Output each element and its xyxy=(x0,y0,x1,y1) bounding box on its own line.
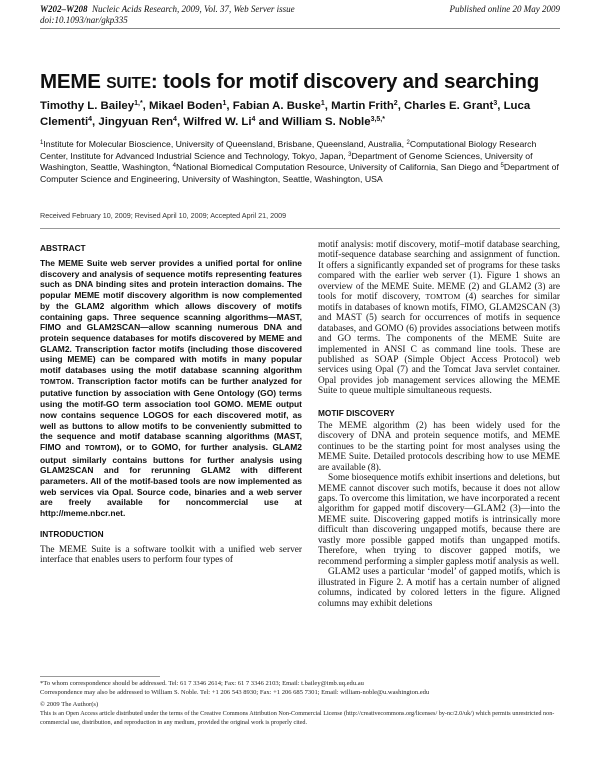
author xyxy=(149,100,226,112)
affiliation-text: Department of Computer Science and Engineering, University of Washington, Seattle, Washington, USA xyxy=(40,162,559,185)
author-affiliation-marker: 4 xyxy=(88,116,93,123)
introduction-heading: INTRODUCTION xyxy=(40,528,104,539)
intro-continued: motif analysis: motif discovery, motif–motif database searching, motif-sequence database searching and assignment of function. It offers a significantly expanded set of programs for these tasks compared with the earlier web server (1). Figure 1 shows an overview of the MEME Suite. MEME (2) and GLAM2 (3) are tools for motif discovery, TOMTOM (4) searches for similar motifs in databases of known motifs, FIMO, GLAM2SCAN (3) and MAST (5) search for occurrences of motifs in sequence databases, and GOMO (6) provides associations between motifs and GO terms. The components of the MEME Suite are implemented in ANSI C as command line tools. These are published as SOAP (Simple Object Access Protocol) web services using Opal (7) and the Tomcat Java servlet container. Opal provides job management services allowing the MEME Suite to queue multiple simultaneous requests. xyxy=(318,240,560,397)
author xyxy=(331,100,398,112)
author-name: Charles E. Grant xyxy=(404,100,494,112)
right-column xyxy=(318,238,560,609)
author-name: Fabian A. Buske xyxy=(232,100,321,112)
affiliation-text: Institute for Molecular Bioscience, University of Queensland, Brisbane, Queensland, Australia, xyxy=(43,139,407,149)
running-header xyxy=(40,4,295,26)
motif-discovery-heading: MOTIF DISCOVERY xyxy=(318,407,395,418)
author-affiliation-marker: 1,* xyxy=(134,100,143,107)
paper-title: MEME SUITE: tools for motif discovery and searching xyxy=(40,70,540,93)
copyright: © 2009 The Author(s) xyxy=(40,701,99,708)
author xyxy=(233,100,325,112)
author xyxy=(282,116,385,128)
license-note: This is an Open Access article distributed under the terms of the Creative Commons Attribution Non-Commercial License (http://creativecommons.org/licenses/ by-nc/2.0/uk/) which permits unrestricted non-commercial use, distribution, and reproduction in any medium, provided the original work is properly cited. xyxy=(40,710,555,726)
published-date: Published online 20 May 2009 xyxy=(449,4,560,14)
author-affiliation-marker: 1 xyxy=(320,100,325,107)
page-range: W202–W208 xyxy=(40,4,88,14)
author xyxy=(404,100,497,112)
author-name: Jingyuan Ren xyxy=(98,116,174,128)
introduction-text: The MEME Suite is a software toolkit with a unified web server interface that enables users to perform four types of xyxy=(40,544,302,566)
motif-paragraph-1: The MEME algorithm (2) has been widely used for the discovery of DNA and protein sequence motifs, and MEME continues to be the starting point for most analyses using the MEME Suite. Detailed protocols describing how to use MEME are available (8). xyxy=(318,420,560,473)
received-dates: Received February 10, 2009; Revised April 10, 2009; Accepted April 21, 2009 xyxy=(40,211,287,220)
author-name: Mikael Boden xyxy=(149,100,223,112)
author-affiliation-marker: 3 xyxy=(493,100,498,107)
affiliations xyxy=(40,139,565,186)
abstract-heading: ABSTRACT xyxy=(40,243,86,253)
affiliation-marker: 3 xyxy=(348,151,352,158)
author-affiliation-marker: 3,5,* xyxy=(370,116,385,123)
header-divider xyxy=(40,28,560,29)
footnote-divider xyxy=(40,676,160,677)
correspondence-note-2: Correspondence may also be addressed to William S. Noble. Tel: +1 206 543 8930; Fax: +1 206 685 7301; Email: william-noble@u.washington.edu xyxy=(40,689,430,696)
author-affiliation-marker: 2 xyxy=(393,100,398,107)
left-column xyxy=(40,238,302,566)
affiliation-marker: 5 xyxy=(500,163,504,170)
affiliation-text: National Biomedical Computation Resource, University of California, San Diego and xyxy=(175,162,501,173)
affiliation-text: Computational Biology Research Center, Institute for Advanced Industrial Science and Technology, Tokyo, Japan, xyxy=(40,139,537,161)
motif-paragraph-3: GLAM2 uses a particular ‘model’ of gapped motifs, which is illustrated in Figure 2. A motif has a certain number of aligned columns, indicated by colored letters in the figure. Aligned columns may exhibit deletions xyxy=(318,567,560,609)
author-name: Timothy L. Bailey xyxy=(40,100,135,112)
footnotes xyxy=(40,679,565,727)
doi: doi:10.1093/nar/gkp335 xyxy=(40,15,128,25)
author-affiliation-marker: 4 xyxy=(251,116,256,123)
author-list: Timothy L. Bailey$^{1,*}$, Mikael Boden$^1$, Fabian A. Buske$^1$, Martin Frith$^2$, Charles E. Grant$^3$, Luca Clementi$^4$, Jingyuan Ren$^4$, Wilfred W. Li$^4$ and William S. Noble$^{3,5,*}$ xyxy=(40,100,531,128)
abstract-text: The MEME Suite web server provides a unified portal for online discovery and analysis of sequence motifs representing features such as DNA binding sites and protein interaction domains. The popular MEME motif discovery algorithm is now complemented by the GLAM2 algorithm which allows discovery of motifs containing gaps. Three sequence scanning algorithms—MAST, FIMO and GLAM2SCAN—allow scanning numerous DNA and protein sequence databases for motifs discovered by MEME and GLAM2. Transcription factor motifs (including those discovered using MEME) can be compared with motifs in many popular motif databases using the motif database scanning algorithm TOMTOM. Transcription factor motifs can be further analyzed for putative function by association with Gene Ontology (GO) terms using the motif-GO term association tool GOMO. MEME output now contains sequence LOGOS for each discovered motif, as well as buttons to allow motifs to be conveniently submitted to the sequence and motif database scanning algorithms (MAST, FIMO and TOMTOM), or to GOMO, for further analysis. GLAM2 output similarly contains buttons for further analysis using GLAM2SCAN and for rerunning GLAM2 with different parameters. All of the motif-based tools are now implemented as web services via Opal. Source code, binaries and a web server are freely available for noncommercial use at http://meme.nbcr.net. xyxy=(40,258,302,519)
title-divider xyxy=(40,228,560,229)
author xyxy=(183,116,255,128)
affiliation-marker: 2 xyxy=(406,140,410,146)
affiliation-marker: 1 xyxy=(40,140,44,146)
correspondence-note: *To whom correspondence should be addressed. Tel: 61 7 3346 2614; Fax: 61 7 3346 2103; Email: t.bailey@imb.uq.edu.au xyxy=(40,680,364,687)
author-name: Wilfred W. Li xyxy=(183,116,252,128)
author-name: William S. Noble xyxy=(282,116,371,128)
journal-line: Nucleic Acids Research, 2009, Vol. 37, Web Server issue xyxy=(92,4,295,14)
author xyxy=(98,116,177,128)
author-name: Martin Frith xyxy=(331,100,394,112)
motif-paragraph-2: Some biosequence motifs exhibit insertions and deletions, but MEME cannot discover such motifs, because it does not allow gaps. To overcome this limitation, we have incorporated a recent algorithm for gapped motif discovery—GLAM2 (3)—into the MEME suite. Discovering gapped motifs is intrinsically more difficult than discovering ungapped motifs, because there are vastly more possible gapped motifs than ungapped motifs. Therefore, when trying to discover gapped motifs, we recommend performing a simpler gapless motif analysis as well. xyxy=(318,473,560,567)
author-affiliation-marker: 4 xyxy=(173,116,177,123)
affiliation-marker: 4 xyxy=(172,163,176,170)
author-name: Luca Clementi xyxy=(40,100,531,128)
author xyxy=(40,100,143,112)
affiliation-text: Department of Genome Sciences, University of Washington, Seattle, Washington, xyxy=(40,150,533,173)
author-affiliation-marker: 1 xyxy=(222,100,227,107)
